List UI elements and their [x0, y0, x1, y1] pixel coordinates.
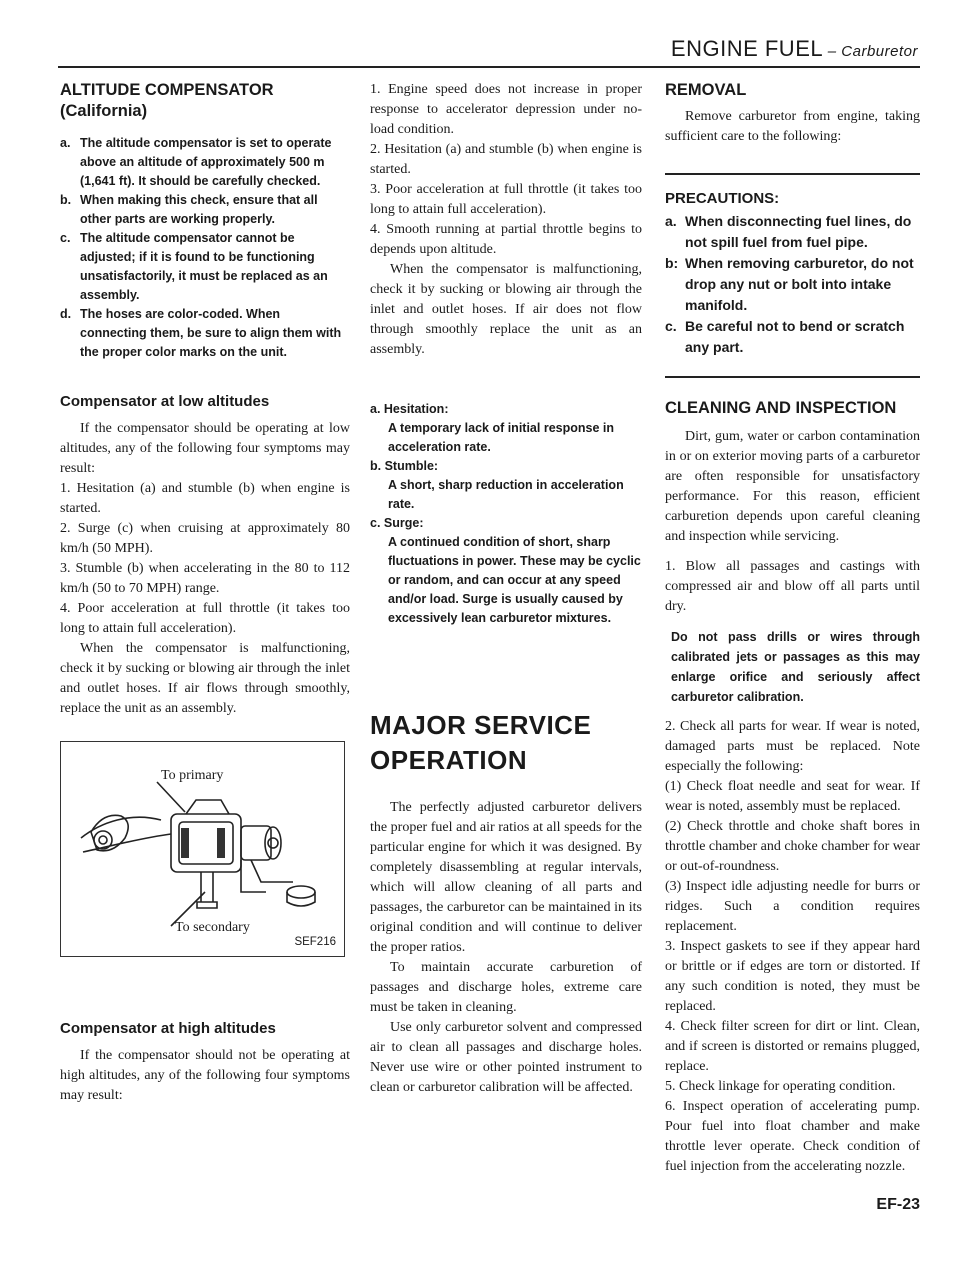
low-check-paragraph: When the compensator is malfunctioning, check it by sucking or blowing air through the inlet and outlet hoses. If air flows through smoothly, replace the unit as an assembly. — [60, 641, 350, 716]
header-title: ENGINE FUEL — [670, 36, 824, 61]
hose-fitting — [94, 831, 112, 849]
precaution-label: c. — [665, 318, 677, 334]
list-item: 3. Stumble (b) when accelerating in the 80 to 112 km/h (50 to 70 MPH) range. — [60, 561, 350, 596]
high-intro: If the compensator should not be operating at high altitudes, any of the following four symptoms may result: — [60, 1048, 350, 1103]
list-item: 4. Smooth running at partial throttle begins to depends upon altitude. — [370, 222, 642, 257]
altitude-compensator-heading — [60, 80, 350, 122]
precaution-item — [665, 253, 920, 316]
list-item: 1. Engine speed does not increase in proper response to accelerator depression under no-load condition. — [370, 82, 642, 137]
precaution-label: b: — [665, 255, 679, 271]
page-number: EF-23 — [876, 1196, 920, 1213]
sub-step-item: (2) Check throttle and choke shaft bores in throttle chamber and choke chamber for wear or out-of-roundness. — [665, 819, 920, 874]
definition-term: a. Hesitation: — [370, 402, 449, 416]
precautions-box — [665, 173, 920, 378]
list-item: 3. Poor acceleration at full throttle (it takes too long to attain full acceleration). — [370, 182, 642, 217]
low-altitudes-heading: Compensator at low altitudes — [60, 393, 270, 410]
note-text: When making this check, ensure that all other parts are working properly. — [80, 193, 318, 226]
major-service-heading — [370, 708, 642, 778]
label-to-secondary: To secondary — [175, 920, 250, 935]
note-label: d. — [60, 307, 72, 321]
header-separator: – — [823, 43, 842, 60]
cleaning-paragraph: Dirt, gum, water or carbon contamination in or on exterior moving parts of a carburetor are often responsible for unsatisfactory performance. For this reason, efficient carburetion depends upon careful cleaning and inspection while servicing. — [665, 429, 920, 544]
high-check-paragraph: When the compensator is malfunctioning, check it by sucking or blowing air through the inlet and outlet hoses. If air does not flow through smoothly replace the unit as an assembly. — [370, 262, 642, 357]
note-label: c. — [60, 231, 71, 245]
precaution-item — [665, 211, 920, 253]
low-intro: If the compensator should be operating at low altitudes, any of the following four symptoms may result: — [60, 421, 350, 476]
label-to-primary: To primary — [161, 768, 224, 783]
step-item: 2. Check all parts for wear. If wear is noted, damaged parts must be replaced. Note especially the following: — [665, 719, 920, 774]
note-label: a. — [60, 136, 71, 150]
heading-line-1: ALTITUDE COMPENSATOR — [60, 81, 274, 99]
precaution-label: a. — [665, 213, 677, 229]
definition-term: b. Stumble: — [370, 459, 439, 473]
compensator-figure — [60, 741, 345, 957]
figure-code: SEF216 — [294, 936, 336, 948]
column-middle — [370, 80, 642, 1098]
sub-step-item: (3) Inspect idle adjusting needle for burrs or ridges. Such a condition requires replacement. — [665, 879, 920, 934]
precautions-title: PRECAUTIONS: — [665, 190, 780, 207]
warning-note: Do not pass drills or wires through calibrated jets or passages as this may enlarge orifice and seriously affect carburetor calibration. — [671, 630, 920, 704]
step-item: 3. Inspect gaskets to see if they appear hard or brittle or if edges are torn or distorted. If any such condition is noted, they must be replaced. — [665, 939, 920, 1014]
note-label: b. — [60, 193, 72, 207]
removal-heading: REMOVAL — [665, 81, 747, 99]
list-item: 2. Surge (c) when cruising at approximately 80 km/h (50 MPH). — [60, 521, 350, 556]
definition-text: A short, sharp reduction in acceleration rate. — [388, 478, 624, 511]
step-item: 6. Inspect operation of accelerating pump. Pour fuel into float chamber and make throttle lever operate. Check condition of fuel injection from the accelerating nozzle. — [665, 1099, 920, 1174]
major-paragraph: Use only carburetor solvent and compressed air to clean all passages and discharge holes. Never use wire or other pointed instrument to clean or carburetor calibration will be affected. — [370, 1020, 642, 1095]
list-item: 1. Hesitation (a) and stumble (b) when engine is started. — [60, 481, 350, 516]
precaution-text: When removing carburetor, do not drop any nut or bolt into intake manifold. — [685, 255, 914, 313]
precaution-text: Be careful not to bend or scratch any part. — [685, 318, 905, 355]
note-text: The altitude compensator cannot be adjusted; if it is found to be functioning unsatisfactorily, it must be replaced as an assembly. — [80, 231, 328, 302]
definition-term: c. Surge: — [370, 516, 424, 530]
note-text: The altitude compensator is set to operate above an altitude of approximately 500 m (1,641 ft). It should be carefully checked. — [80, 136, 332, 188]
precaution-item — [665, 316, 920, 358]
note-item — [60, 229, 350, 305]
removal-text: Remove carburetor from engine, taking sufficient care to the following: — [665, 109, 920, 144]
heading-line-2: (California) — [60, 102, 148, 120]
column-right — [665, 80, 920, 1177]
list-item: 4. Poor acceleration at full throttle (it takes too long to attain full acceleration). — [60, 601, 350, 636]
column-left — [60, 80, 350, 1106]
major-paragraph: The perfectly adjusted carburetor delivers the proper fuel and air ratios at all speeds for the particular engine for which it was designed. By completely disassembling at regular intervals, which will allow cleaning of all parts and passages, the carburetor can be maintained in its original condition and will continue to deliver the proper ratios. — [370, 800, 642, 955]
note-item — [60, 191, 350, 229]
sub-step-item: (1) Check float needle and seat for wear. If wear is noted, assembly must be replaced. — [665, 779, 920, 814]
definitions — [370, 400, 642, 628]
note-text: The hoses are color-coded. When connecting them, be sure to align them with the proper color marks on the unit. — [80, 307, 342, 359]
step-item: 4. Check filter screen for dirt or lint. Clean, and if screen is distorted or remains plugged, replace. — [665, 1019, 920, 1074]
step-item: 1. Blow all passages and castings with compressed air and blow off all parts until dry. — [665, 559, 920, 614]
definition-text: A continued condition of short, sharp fluctuations in power. These may be cyclic or random, and can occur at any speed and/or load. Surge is usually caused by excessively lean carburetor mixtures. — [388, 535, 641, 625]
list-item: 2. Hesitation (a) and stumble (b) when engine is started. — [370, 142, 642, 177]
header-subtitle: Carburetor — [841, 43, 918, 60]
hose-fitting — [99, 836, 107, 844]
step-item: 5. Check linkage for operating condition. — [665, 1079, 896, 1094]
cleaning-heading: CLEANING AND INSPECTION — [665, 399, 897, 417]
page-header — [671, 36, 918, 62]
header-rule — [58, 66, 920, 68]
heading-line-2: OPERATION — [370, 745, 528, 775]
major-paragraph: To maintain accurate carburetion of passages and discharge holes, extreme care must be taken in cleaning. — [370, 960, 642, 1015]
high-altitudes-heading: Compensator at high altitudes — [60, 1020, 276, 1037]
definition-text: A temporary lack of initial response in acceleration rate. — [388, 421, 614, 454]
note-item — [60, 134, 350, 191]
compensator-notes — [60, 134, 350, 362]
heading-line-1: MAJOR SERVICE — [370, 710, 592, 740]
precaution-text: When disconnecting fuel lines, do not spill fuel from fuel pipe. — [685, 213, 912, 250]
note-item — [60, 305, 350, 362]
